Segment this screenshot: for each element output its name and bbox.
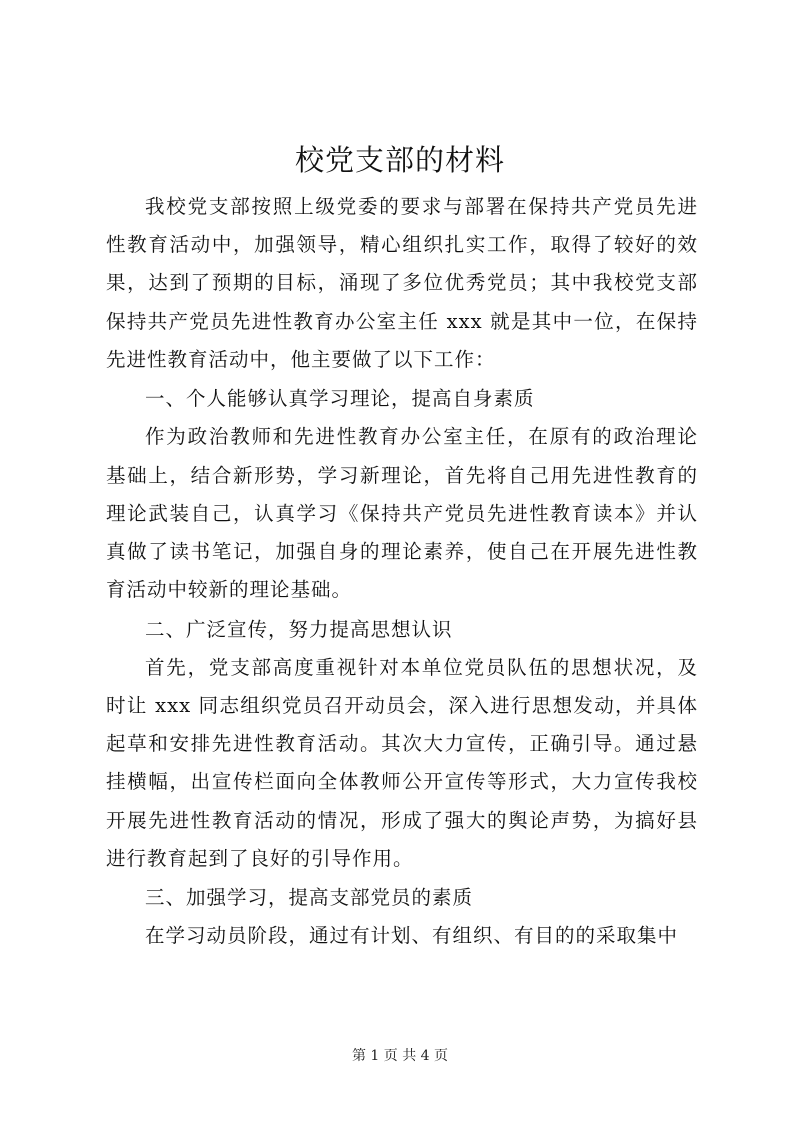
paragraph-section-1: 作为政治教师和先进性教育办公室主任，在原有的政治理论基础上，结合新形势，学习新理论，首先将自己用先进性教育的理论武装自己，认真学习《保持共产党员先进性教育读本》并认真做了读书笔记，加强自身的理论素养，使自己在开展先进性教育活动中较新的理论基础。 [106,425,698,602]
paragraph-section-2: 首先，党支部高度重视针对本单位党员队伍的思想状况，及时让 xxx 同志组织党员召开动员会，深入进行思想发动，并具体起草和安排先进性教育活动。其次大力宣传，正确引导。通过悬挂横幅，出宣传栏面向全体教师公开宣传等形式，大力宣传我校开展先进性教育活动的情况，形成了强大的舆论声势，为搞好县进行教育起到了良好的引导作用。 [106,655,698,870]
section-heading-2: 二、广泛宣传，努力提高思想认识 [145,617,453,641]
section-heading-3: 三、加强学习，提高支部党员的素质 [145,886,474,910]
paragraph-section-3: 在学习动员阶段，通过有计划、有组织、有目的的采取集中 [145,924,679,948]
document-title: 校党支部的材料 [294,143,505,177]
paragraph-intro: 我校党支部按照上级党委的要求与部署在保持共产党员先进性教育活动中，加强领导，精心组织扎实工作，取得了较好的效果，达到了预期的目标，涌现了多位优秀党员；其中我校党支部保持共产党员先进性教育办公室主任 xxx 就是其中一位，在保持先进性教育活动中，他主要做了以下工作： [106,195,698,371]
document-body [106,188,698,957]
section-heading-1: 一、个人能够认真学习理论，提高自身素质 [145,387,535,411]
page-footer: 第 1 页 共 4 页 [351,1048,449,1064]
